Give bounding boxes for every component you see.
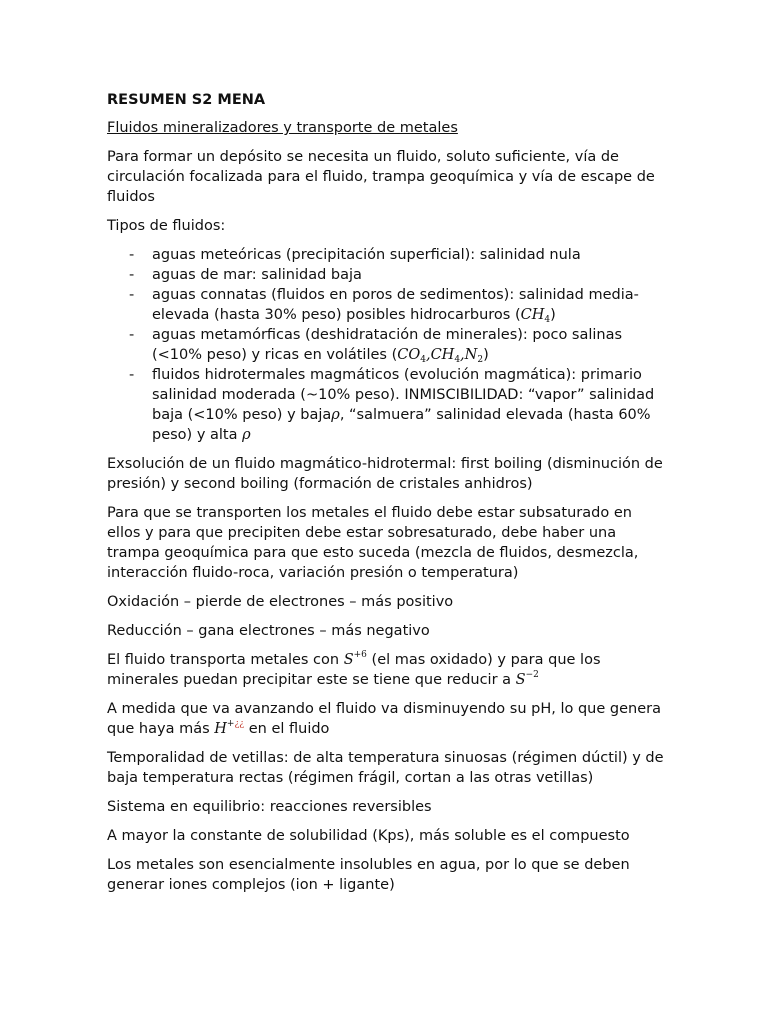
list-item: - fluidos hidrotermales magmáticos (evolución magmática): primario salinidad moderada (~10% peso). INMISCIBILIDAD: “vapor” salinidad baja (<10% peso) y bajaρ, “salmuera” salinidad elevada (hasta 60% peso) y alta ρ: [129, 367, 655, 443]
paragraph-vetillas: Temporalidad de vetillas: de alta temperatura sinuosas (régimen dúctil) y de baja temperatura rectas (régimen frágil, cortan a las otras vetillas): [107, 750, 664, 786]
bullet: -: [129, 287, 135, 303]
document-page: [107, 88, 667, 904]
paragraph-equilibrio: Sistema en equilibrio: reacciones reversibles: [107, 799, 432, 815]
bullet: -: [129, 367, 135, 383]
paragraph-deposito: Para formar un depósito se necesita un fluido, soluto suficiente, vía de circulación focalizada para el fluido, trampa geoquímica y vía de escape de fluidos: [107, 149, 655, 205]
paragraph-kps: A mayor la constante de solubilidad (Kps), más soluble es el compuesto: [107, 828, 630, 844]
formula-h-plus: H+¿¿: [214, 719, 245, 737]
list-item-text: aguas de mar: salinidad baja: [152, 267, 362, 283]
rho-symbol: ρ: [242, 427, 251, 443]
list-item-text: aguas metamórficas (deshidratación de minerales): poco salinas (<10% peso) y ricas en volátiles (: [152, 327, 623, 363]
list-item-text: fluidos hidrotermales magmáticos (evolución magmática): primario salinidad moderada (~10% peso). INMISCIBILIDAD: “vapor” salinidad baja (<10% peso) y baja: [152, 367, 655, 423]
tipos-heading: Tipos de fluidos:: [107, 218, 226, 234]
list-item: [107, 245, 667, 265]
list-item-text: aguas connatas (fluidos en poros de sedimentos): salinidad media-elevada (hasta 30% peso) posibles hidrocarburos (: [152, 287, 639, 323]
paragraph-ph: A medida que va avanzando el fluido va disminuyendo su pH, lo que genera que haya más H+¿¿ en el fluido: [107, 701, 661, 737]
rho-symbol: ρ: [331, 407, 340, 423]
paragraph-reduccion: Reducción – gana electrones – más negativo: [107, 623, 430, 639]
list-item: - aguas metamórficas (deshidratación de minerales): poco salinas (<10% peso) y ricas en volátiles $(CO_4,CH_4,N_2)$: [129, 327, 623, 365]
list-item: - aguas connatas (fluidos en poros de sedimentos): salinidad media-elevada (hasta 30% peso) posibles hidrocarburos $(CH_4)$: [129, 287, 639, 325]
formula-ch4: $CH_4$: [520, 307, 551, 325]
bullet: -: [129, 247, 135, 263]
list-item: [107, 265, 667, 285]
paragraph-azufre: El fluido transporta metales con $S^{+6}$ (el mas oxidado) y para que los minerales puedan precipitar este se tiene que reducir a $S^{-2}$: [107, 650, 601, 688]
paragraph-oxidacion: Oxidación – pierde de electrones – más positivo: [107, 594, 454, 610]
fluid-types-list: [107, 245, 667, 445]
bullet: -: [129, 327, 135, 343]
formula-volatiles: $CO_4,CH_4,N_2$: [397, 347, 484, 365]
paragraph-exsolucion: Exsolución de un fluido magmático-hidrotermal: first boiling (disminución de presión) y second boiling (formación de cristales anhidros): [107, 456, 663, 492]
list-item-text: aguas meteóricas (precipitación superficial): salinidad nula: [152, 247, 581, 263]
document-title: RESUMEN S2 MENA: [107, 92, 266, 108]
formula-s-plus6: $S^{+6}$: [343, 650, 367, 668]
formula-s-minus2: $S^{-2}$: [515, 670, 539, 688]
paragraph-metales: Los metales son esencialmente insolubles en agua, por lo que se deben generar iones complejos (ion + ligante): [107, 857, 630, 893]
section-subtitle: Fluidos mineralizadores y transporte de metales: [107, 120, 458, 136]
bullet: -: [129, 267, 135, 283]
paragraph-transporte: Para que se transporten los metales el fluido debe estar subsaturado en ellos y para que precipiten debe estar sobresaturado, debe haber una trampa geoquímica para que esto suceda (mezcla de fluidos, desmezcla, interacción fluido-roca, variación presión o temperatura): [107, 505, 639, 581]
